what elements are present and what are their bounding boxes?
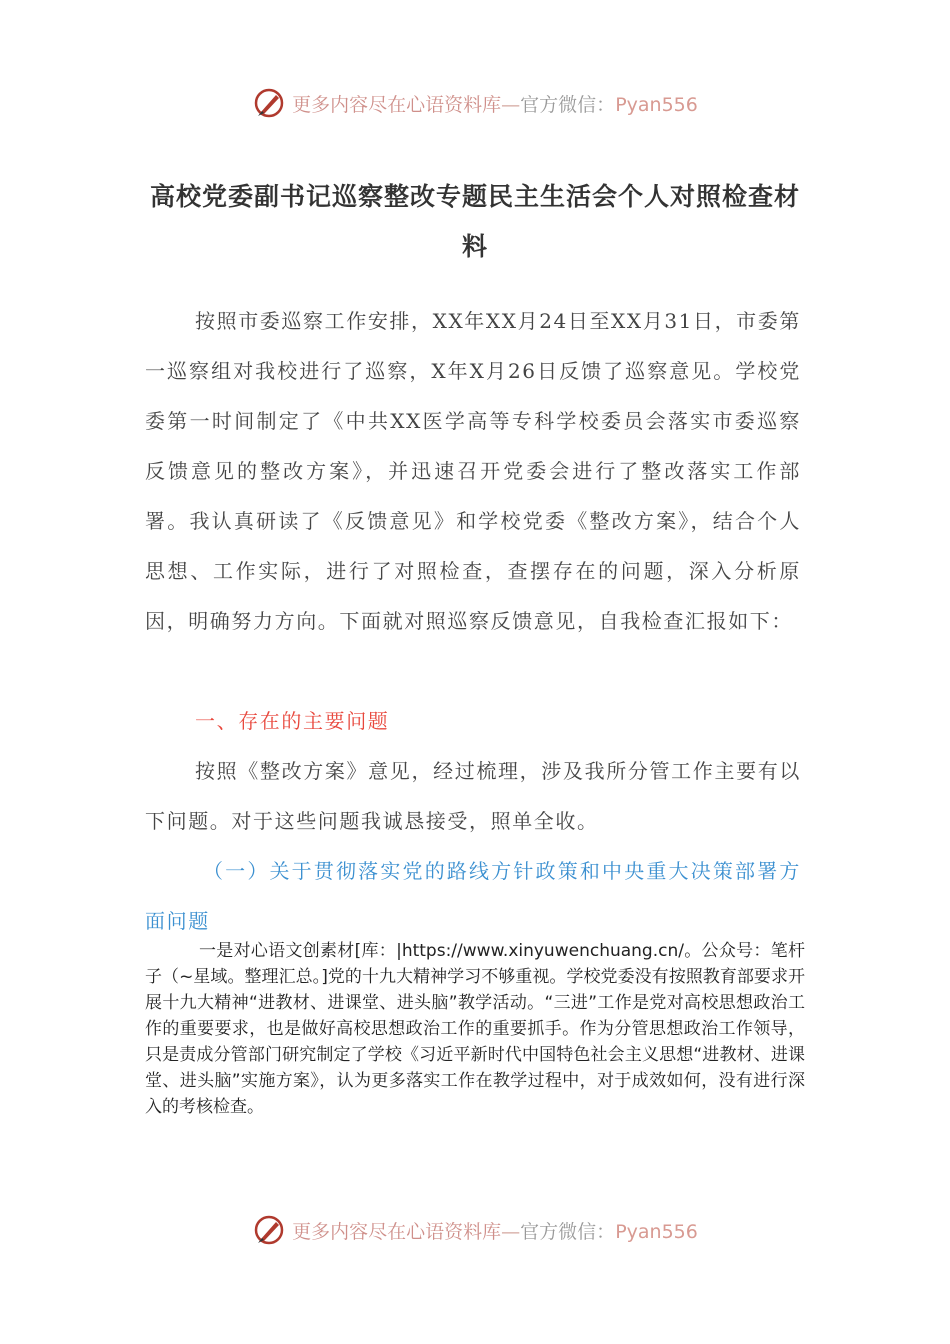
- watermark-header: [0, 83, 950, 123]
- watermark-text: 更多内容尽在心语资料库—官方微信：Pyan556: [292, 1220, 698, 1243]
- subsection-heading-1: （一）关于贯彻落实党的路线方针政策和中央重大决策部署方面问题: [145, 859, 801, 933]
- pen-logo-icon: [252, 86, 286, 120]
- document-title: 高校党委副书记巡察整改专题民主生活会个人对照检查材料: [149, 182, 800, 261]
- watermark-text: 更多内容尽在心语资料库—官方微信：Pyan556: [292, 93, 698, 116]
- intro-paragraph: 按照市委巡察工作安排，XX年XX月24日至XX月31日，市委第一巡察组对我校进行了巡察，X年X月26日反馈了巡察意见。学校党委第一时间制定了《中共XX医学高等专科学校委员会落实市委巡察反馈意见的整改方案》，并迅速召开党委会进行了整改落实工作部署。我认真研读了《反馈意见》和学校党委《整改方案》，结合个人思想、工作实际，进行了对照检查，查摆存在的问题，深入分析原因，明确努力方向。下面就对照巡察反馈意见，自我检查汇报如下：: [145, 309, 801, 633]
- section-heading-1: 一、存在的主要问题: [195, 709, 390, 733]
- section-1-paragraph: 按照《整改方案》意见，经过梳理，涉及我所分管工作主要有以下问题。对于这些问题我诚恳接受，照单全收。: [145, 759, 801, 833]
- watermark-footer: [0, 1210, 950, 1250]
- pen-logo-icon: [252, 1213, 286, 1247]
- subsection-1-paragraph: 一是对心语文创素材[库：|https://www.xinyuwenchuang.cn/。公众号：笔杆子（~星域。整理汇总。]党的十九大精神学习不够重视。学校党委没有按照教育部要求开展十九大精神“进教材、进课堂、进头脑”教学活动。“三进”工作是党对高校思想政治工作的重要要求，也是做好高校思想政治工作的重要抓手。作为分管思想政治工作领导，只是责成分管部门研究制定了学校《习近平新时代中国特色社会主义思想“进教材、进课堂、进头脑”实施方案》，认为更多落实工作在教学过程中，对于成效如何，没有进行深入的考核检查。: [145, 941, 805, 1117]
